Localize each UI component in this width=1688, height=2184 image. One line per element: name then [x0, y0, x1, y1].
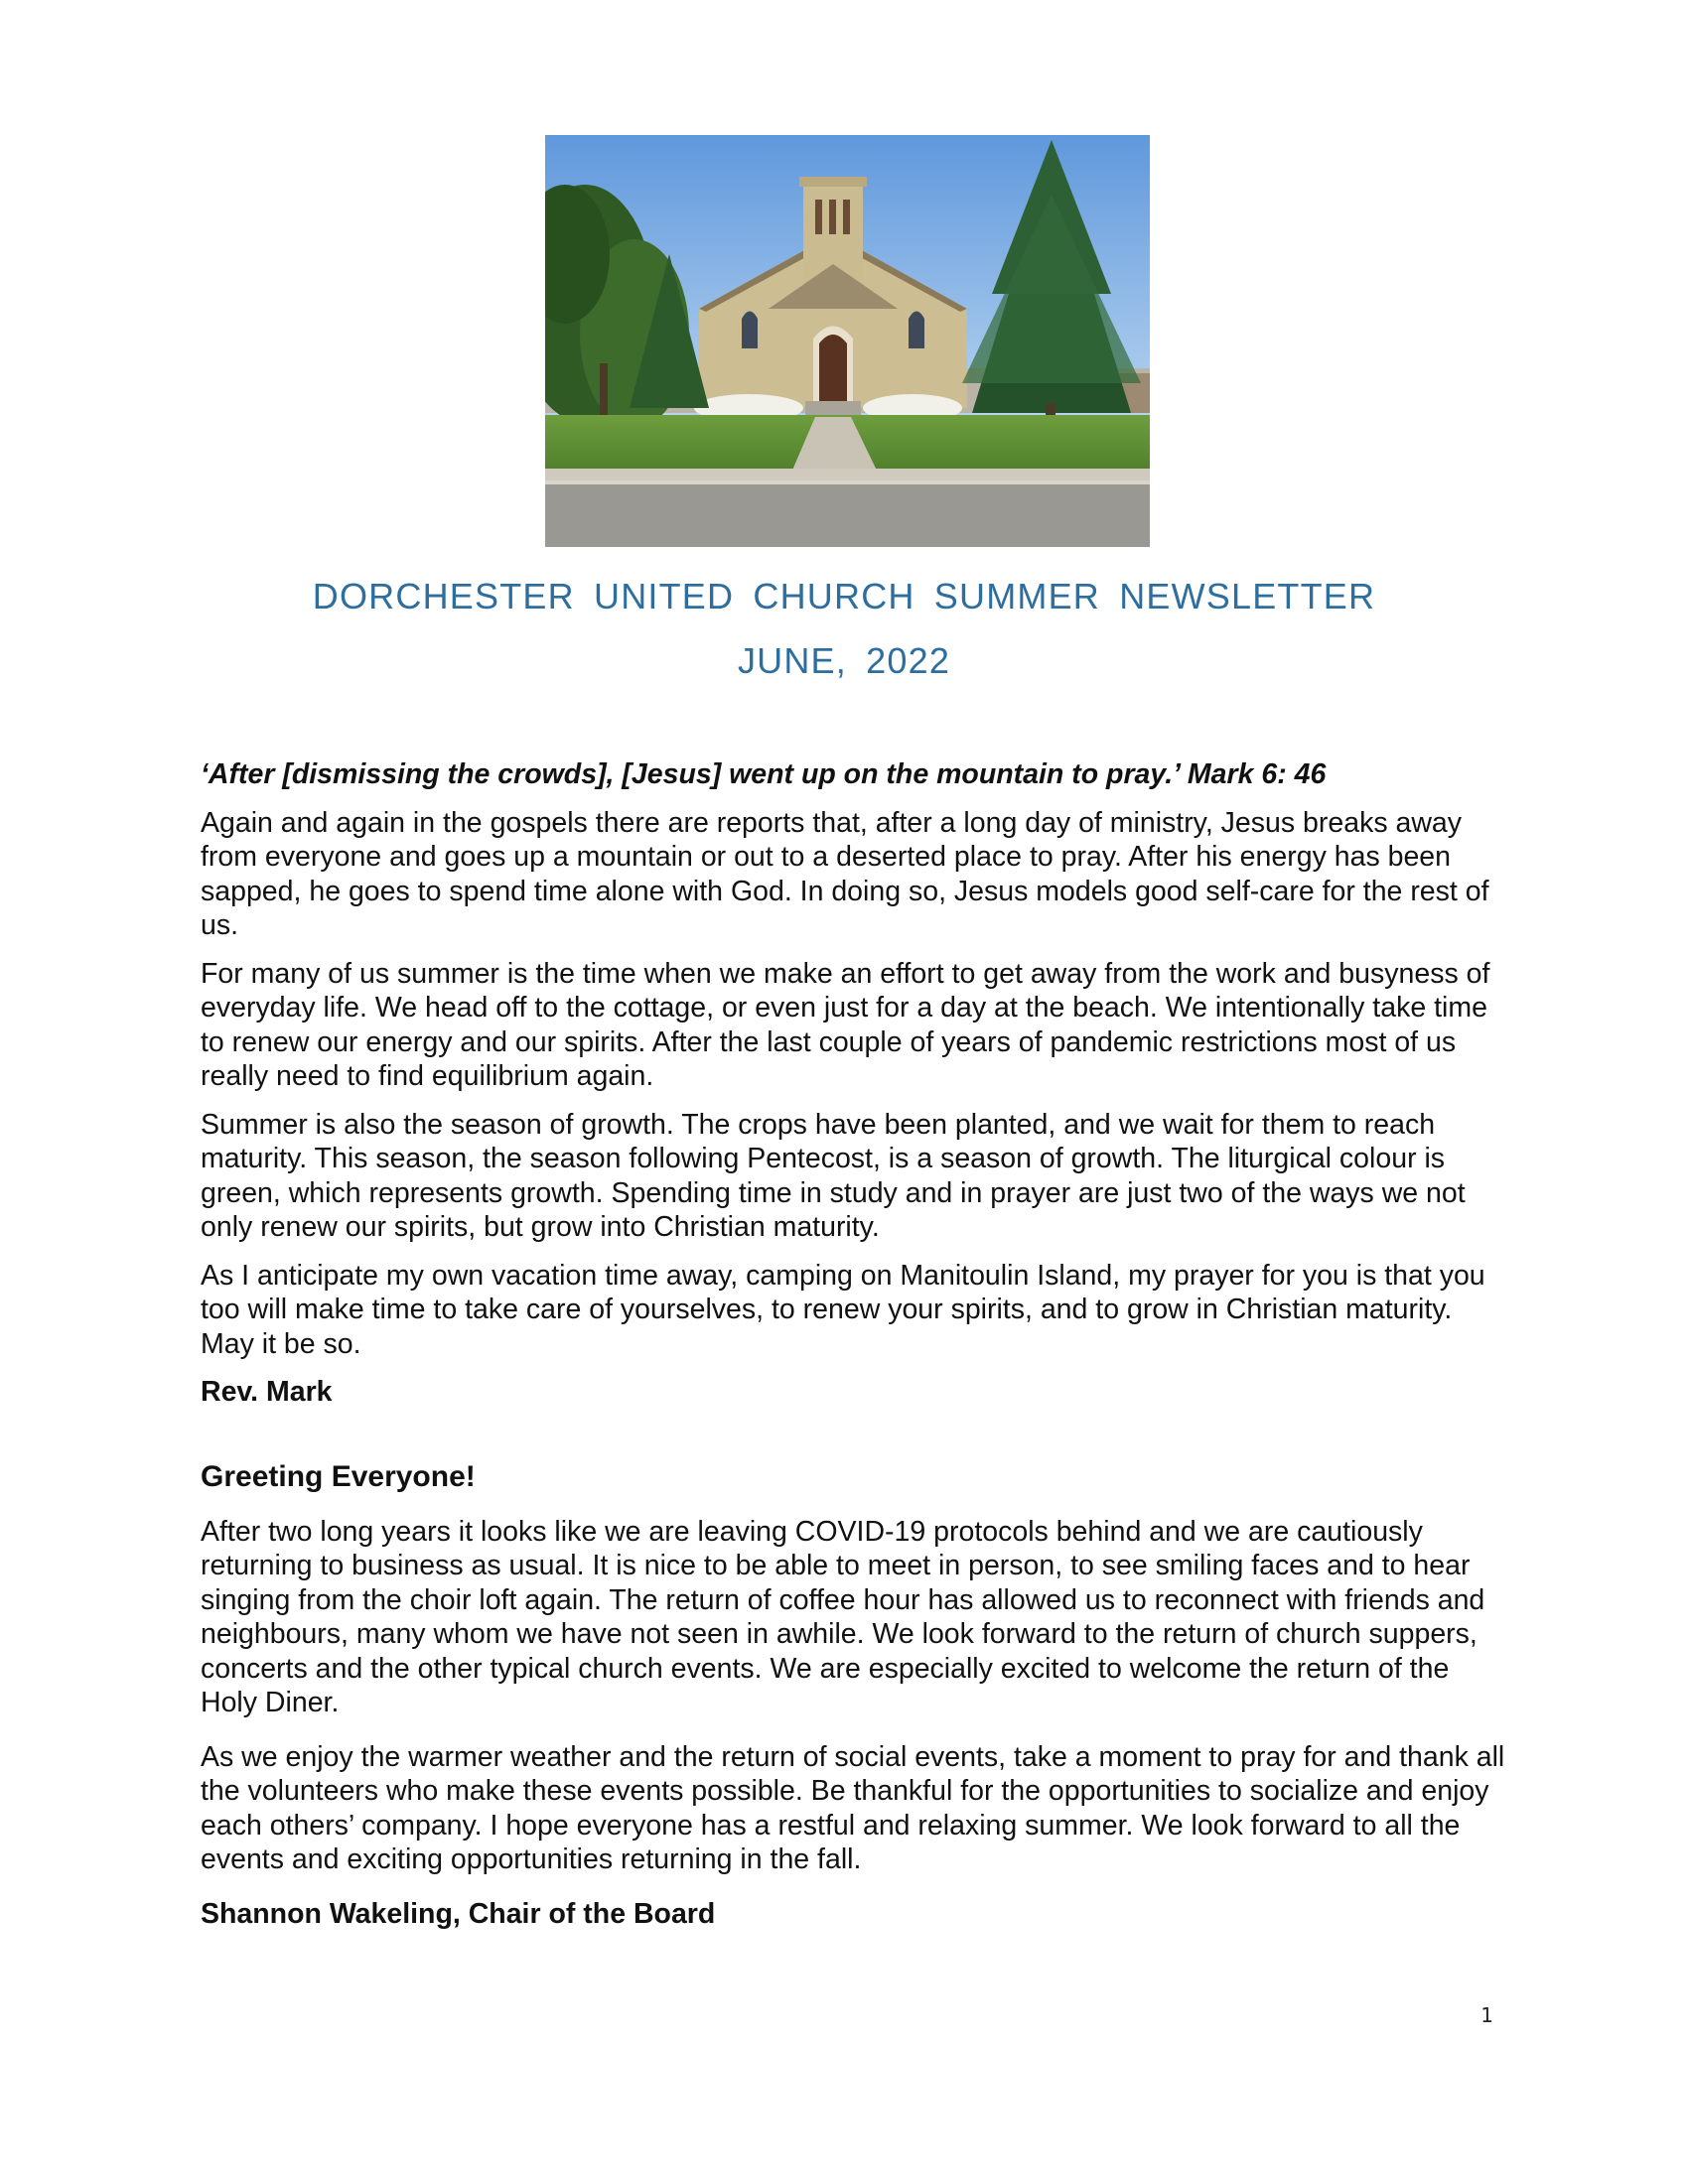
window-right	[909, 312, 924, 349]
sidewalk	[545, 469, 1150, 480]
minister-signature: Rev. Mark	[201, 1376, 333, 1408]
newsletter-date: JUNE, 2022	[737, 640, 951, 681]
minister-paragraph-2: For many of us summer is the time when we make an effort to get away from the work and busyness of everyday life. We head off to the cottage, or even just for a day at the beach. We intentionally take time to renew our energy and our spirits. After the last couple of years of pandemic restrictions most of us really need to find equilibrium again.	[201, 957, 1490, 1092]
scripture-epigraph: ‘After [dismissing the crowds], [Jesus] went up on the mountain to pray.’ Mark 6: 46	[201, 758, 1327, 790]
chair-signature: Shannon Wakeling, Chair of the Board	[201, 1897, 716, 1930]
newsletter-body	[201, 757, 1511, 1931]
road	[545, 480, 1150, 547]
page-number: 1	[1480, 2003, 1493, 2027]
chair-paragraph-1: After two long years it looks like we are leaving COVID-19 protocols behind and we are cautiously returning to business as usual. It is nice to be able to meet in person, to see smiling faces and to hear singing from the choir loft again. The return of coffee hour has allowed us to reconnect with friends and neighbours, many whom we have not seen in awhile. We look forward to the return of church suppers, concerts and the other typical church events. We are especially excited to welcome the return of the Holy Diner.	[201, 1515, 1485, 1718]
chair-paragraph-2: As we enjoy the warmer weather and the return of social events, take a moment to pray for and thank all the volunteers who make these events possible. Be thankful for the opportunities to socialize and enjoy each others’ company. I hope everyone has a restful and relaxing summer. We look forward to all the events and exciting opportunities returning in the fall.	[201, 1740, 1505, 1875]
chair-heading: Greeting Everyone!	[201, 1459, 476, 1493]
minister-paragraph-4: As I anticipate my own vacation time away, camping on Manitoulin Island, my prayer for you is that you too will make time to take care of yourselves, to renew your spirits, and to grow in Christian maturity. May it be so.	[201, 1259, 1485, 1360]
church-photo	[545, 135, 1150, 547]
window-left	[742, 312, 758, 349]
church-illustration	[545, 135, 1150, 547]
church-door	[819, 335, 847, 408]
minister-paragraph-1: Again and again in the gospels there are reports that, after a long day of ministry, Jesus breaks away from everyone and goes up a mountain or out to a deserted place to pray. After his energy has been sapped, he goes to spend time alone with God. In doing so, Jesus models good self-care for the rest of us.	[201, 806, 1489, 941]
minister-paragraph-3: Summer is also the season of growth. The crops have been planted, and we wait for them to reach maturity. This season, the season following Pentecost, is a season of growth. The liturgical colour is green, which represents growth. Spending time in study and in prayer are just two of the ways we not only renew our spirits, but grow into Christian maturity.	[201, 1108, 1466, 1243]
newsletter-title: DORCHESTER UNITED CHURCH SUMMER NEWSLETTER	[312, 576, 1376, 616]
